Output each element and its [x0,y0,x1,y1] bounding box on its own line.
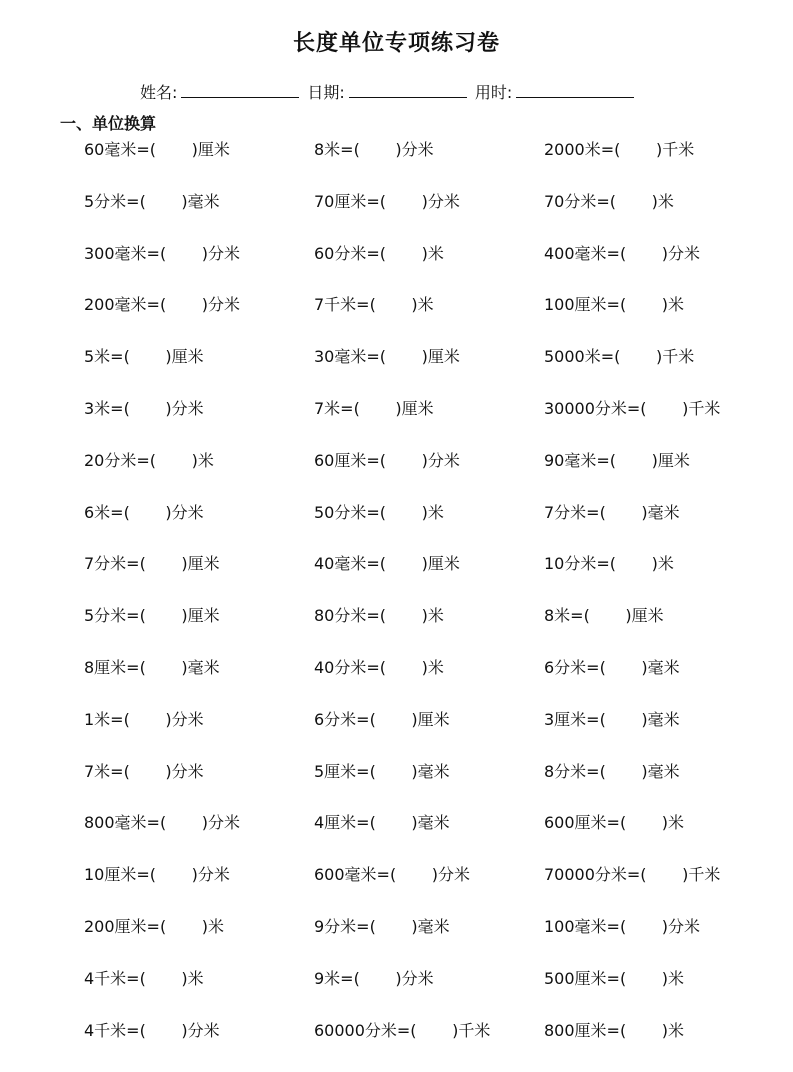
exercise-item: 70厘米=( )分米 [314,191,460,211]
exercise-item: 30000分米=( )千米 [544,398,721,418]
exercise-item: 8米=( )厘米 [544,606,664,626]
exercise-item: 8厘米=( )毫米 [84,657,220,677]
exercise-item: 20分米=( )米 [84,450,214,470]
exercise-row [0,657,793,709]
name-label: 姓名: [140,83,178,102]
exercise-row [0,243,793,295]
exercise-item: 70000分米=( )千米 [544,865,721,885]
exercise-item: 10分米=( )米 [544,554,674,574]
exercise-item: 7米=( )厘米 [314,398,434,418]
exercise-item: 80分米=( )米 [314,606,444,626]
exercise-item: 4千米=( )米 [84,968,204,988]
exercise-row [0,398,793,450]
time-label: 用时: [474,83,513,102]
exercise-row [0,553,793,605]
exercise-item: 3厘米=( )毫米 [544,709,680,729]
exercise-item: 200毫米=( )分米 [84,295,241,315]
exercise-item: 5厘米=( )毫米 [314,761,450,781]
exercise-row [0,864,793,916]
exercise-item: 60毫米=( )厘米 [84,140,230,159]
name-blank[interactable] [181,83,299,98]
exercise-item: 8米=( )分米 [314,140,434,159]
exercise-item: 60000分米=( )千米 [314,1020,491,1040]
exercise-item: 2000米=( )千米 [544,140,695,159]
exercise-item: 60分米=( )米 [314,243,444,263]
exercise-item: 100毫米=( )分米 [544,916,701,936]
exercise-item: 5米=( )厘米 [84,347,204,367]
exercise-row [0,968,793,1020]
exercise-item: 600毫米=( )分米 [314,865,471,885]
exercise-item: 1米=( )分米 [84,709,204,729]
exercise-item: 5000米=( )千米 [544,347,695,367]
exercise-row [0,502,793,554]
exercise-item: 800厘米=( )米 [544,1020,685,1040]
exercise-row [0,1020,793,1072]
exercise-row [0,346,793,398]
exercise-item: 200厘米=( )米 [84,916,225,936]
exercise-item: 90毫米=( )厘米 [544,450,690,470]
exercise-item: 10厘米=( )分米 [84,865,230,885]
exercise-row [0,761,793,813]
exercise-item: 70分米=( )米 [544,191,674,211]
exercise-row [0,191,793,243]
exercise-item: 7米=( )分米 [84,761,204,781]
exercise-item: 50分米=( )米 [314,502,444,522]
exercise-item: 40毫米=( )厘米 [314,554,460,574]
exercise-item: 8分米=( )毫米 [544,761,680,781]
exercise-item: 5分米=( )厘米 [84,606,220,626]
exercise-row [0,294,793,346]
exercise-item: 800毫米=( )分米 [84,813,241,833]
exercise-item: 9米=( )分米 [314,968,434,988]
exercise-item: 4厘米=( )毫米 [314,813,450,833]
exercise-row [0,812,793,864]
time-blank[interactable] [516,83,634,98]
exercise-row [0,139,793,191]
exercise-item: 300毫米=( )分米 [84,243,241,263]
exercise-item: 7分米=( )毫米 [544,502,680,522]
exercise-item: 6分米=( )毫米 [544,657,680,677]
exercise-item: 400毫米=( )分米 [544,243,701,263]
date-blank[interactable] [349,83,467,98]
page-title: 长度单位专项练习卷 [292,31,500,56]
exercise-item: 6分米=( )厘米 [314,709,450,729]
exercise-item: 4千米=( )分米 [84,1020,220,1040]
exercise-item: 600厘米=( )米 [544,813,685,833]
exercise-item: 40分米=( )米 [314,657,444,677]
exercise-item: 6米=( )分米 [84,502,204,522]
exercise-item: 7千米=( )米 [314,295,434,315]
exercise-item: 5分米=( )毫米 [84,191,220,211]
exercise-item: 9分米=( )毫米 [314,916,450,936]
exercise-row [0,450,793,502]
exercise-item: 100厘米=( )米 [544,295,685,315]
exercise-item: 3米=( )分米 [84,398,204,418]
exercise-row [0,916,793,968]
date-label: 日期: [307,83,345,102]
exercise-row [0,709,793,761]
exercise-item: 30毫米=( )厘米 [314,347,460,367]
exercise-row [0,605,793,657]
exercise-item: 7分米=( )厘米 [84,554,220,574]
exercise-item: 500厘米=( )米 [544,968,685,988]
section-title: 一、单位换算 [60,114,157,133]
student-info-line [140,80,642,103]
exercise-grid [0,139,793,1071]
exercise-item: 60厘米=( )分米 [314,450,460,470]
